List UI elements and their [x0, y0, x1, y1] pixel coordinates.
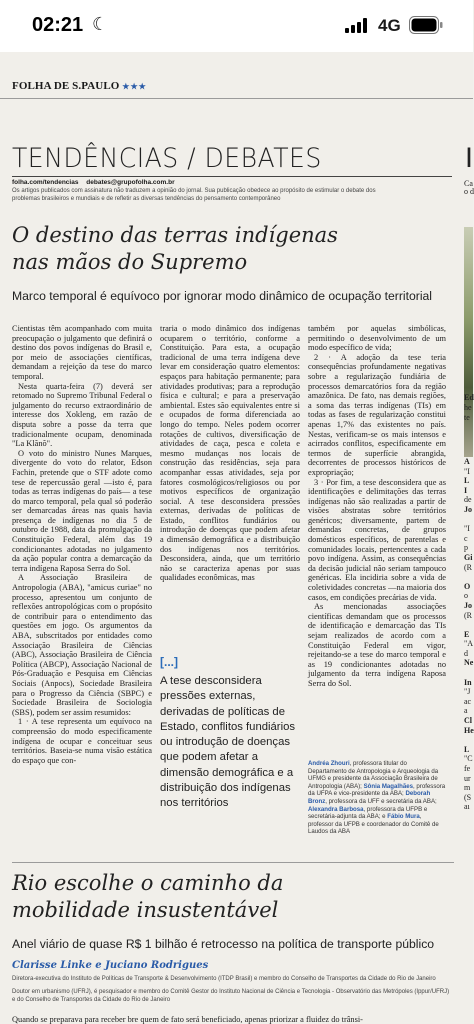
- edge-line: fe: [464, 764, 471, 773]
- pullquote-mark: [...]: [160, 655, 178, 669]
- paragraph: 3 · Por fim, a tese desconsidera que as identificações e delimitações das terras indígenas não são realizadas a partir de visões abstratas sobre territórios genéricos; diversamente, partem de demandas concretas, de grupos domésticos específicos, de parentelas e comunidades locais, pertencentes a cada povo indígena. Assim, as consequências da decisão judicial não seriam tampouco genéricas. Ela incidiria sobre a vida de coletividades concretas —na maioria dos casos, em condições precárias de vida.: [308, 477, 446, 602]
- masthead: [12, 80, 147, 92]
- section-title: TENDÊNCIAS / DEBATES: [12, 143, 322, 174]
- edge-line: Ne: [464, 658, 474, 668]
- article-deck-2: Anel viário de quase R$ 1 bilhão é retrocesso na política de transporte público: [12, 937, 435, 951]
- battery-icon: [409, 16, 443, 38]
- article-byline-2: Clarisse Linke e Juciano Rodrigues: [12, 960, 209, 971]
- article-headline: O destino das terras indígenas nas mãos do Supremo: [12, 223, 338, 274]
- edge-line: (R: [464, 562, 472, 572]
- edge-line: "I: [464, 524, 470, 534]
- edge-line: ur: [464, 773, 471, 783]
- author-name: Deborah Bronz: [308, 790, 431, 805]
- paragraph: As mencionadas associações científicas demandam que os processos de identificação e demarcação das TIs sejam realizados de acordo com a Constituição Federal em vigor, rejeitando-se a tese do marco temporal e as 19 condicionantes adotadas no julgamento da terra indígena Raposa Serra do Sol.: [308, 602, 446, 688]
- edge-line: O: [464, 581, 471, 591]
- section-email[interactable]: debates@grupofolha.com.br: [86, 179, 175, 186]
- section-title-fragment: I: [465, 143, 473, 174]
- section-links: [12, 179, 181, 186]
- article-column-1: [12, 324, 152, 862]
- section-disclaimer: Os artigos publicados com assinatura não traduzem a opinião do jornal. Sua publicação obedece ao propósito de estimular o debate dos problemas brasileiros e mundiais e de refletir as diversas tendências do pensamento contemporâneo: [12, 188, 376, 202]
- edge-line: de: [464, 495, 472, 505]
- author-credits: [308, 760, 446, 836]
- edge-line: d: [464, 648, 468, 658]
- author-bio: Diretora-executiva do Instituto de Políticas de Transporte & Desenvolvimento (ITDP Brasil) e membro do Conselho de Transportes da Cidade do Rio de Janeiro: [12, 976, 436, 982]
- section-link[interactable]: folha.com/tendencias: [12, 179, 79, 186]
- section-rule: [12, 176, 452, 177]
- status-bar: [0, 0, 473, 52]
- edge-line: (R: [464, 610, 472, 620]
- paragraph: também por aquelas simbólicas, permitindo o desenvolvimento de um modo específico de vida;: [308, 324, 446, 353]
- paragraph: Nesta quarta-feira (7) deverá ser retomado no Supremo Tribunal Federal o julgamento do recurso extraordinário de interesse dos Xokleng, em razão de disputa sobre a posse da terra que tradicionalmente ocupam, denominada "La Klãnõ".: [12, 381, 152, 449]
- signal-icon: [345, 18, 369, 37]
- edge-line: m: [464, 783, 471, 793]
- edge-line: [464, 668, 474, 678]
- edge-column: [464, 457, 474, 812]
- network-type: 4G: [378, 16, 401, 35]
- paragraph: traria o modo dinâmico dos indígenas ocuparem o território, conforme a Constituição. Para esta, a ocupação tradicional de uma terra indígena deve levar em consideração quatro elementos: espaços para habitação permanente; para atividades produtivas; para a reprodução física e cultural; e para a preservação ambiental. Estes são equivalentes entre si e ocupados de forma diferenciada ao longo do tempo. Neles podem ocorrer rotações de cultivos, diversificação de atividades de caça, pesca e coleta e mesmo mudanças nos locais de construção das residências, seja para acompanhar essas atividades, seja por fatores cosmológicos/religiosos ou por motivos específicos de organização social. A tese desconsidera pressões externas, derivadas de políticas de Estado, conflitos fundiários ou introdução de doenças que podem afetar a dimensão demográfica e a distribuição dos indígenas nos territórios. Desconsidera, ainda, que um território não se caracteriza apenas por suas qualidades econômicas, mas: [160, 324, 300, 583]
- author-bio: , professora da UFPA e vice-presidente da ABA;: [308, 782, 446, 798]
- edge-line: Jo: [464, 600, 472, 610]
- status-time: 02:21: [32, 14, 84, 36]
- edge-line: [464, 735, 474, 745]
- author-name: Sônia Magalhães: [363, 782, 414, 790]
- edge-line: Jo: [464, 504, 472, 514]
- edge-line: ac: [464, 696, 472, 706]
- edge-line: L: [464, 744, 470, 754]
- edge-line: "J: [464, 687, 471, 697]
- author-bio: Doutor em urbanismo (UFRJ), é pesquisador e membro do Comitê Gestor do Instituto Nacional de Ciência e Tecnologia - Observatório das Metrópoles (Ippur/UFRJ) e do Conselho de Transportes da Cidade do Rio de Janeiro: [12, 989, 450, 1003]
- edge-line: "A: [464, 639, 474, 649]
- pullquote: A tese desconsidera pressões externas, derivadas de políticas de Estado, conflitos fundiários ou introdução de doenças que podem afetar a dimensão demográfica e a distribuição dos indígenas nos territórios: [160, 675, 296, 810]
- masthead-rule: [0, 98, 473, 99]
- edge-line: A: [464, 457, 470, 466]
- edge-line: "C: [464, 754, 473, 764]
- article-headline-2: Rio escolhe o caminho da mobilidade insustentável: [12, 871, 284, 922]
- edge-line: aı: [464, 802, 470, 812]
- masthead-stars: ★★★: [122, 82, 147, 91]
- edge-line: Gi: [464, 552, 473, 562]
- edge-line: [464, 572, 474, 582]
- edge-line: I: [464, 485, 468, 495]
- author-name: Fábio Mura: [387, 813, 420, 821]
- edge-line: In: [464, 677, 472, 687]
- article-column-3: [308, 324, 446, 688]
- paragraph: O voto do ministro Nunes Marques, divergente do voto do relator, Edson Fachin, pretende que o STF adote como tese de repercussão geral —isto é, para todas as terras indígenas do país— a tese do marco temporal, pela qual só poderão ser demarcadas áreas nas quais havia presença de indígenas no dia 5 de outubro de 1988, data da promulgação da Constituição Federal, além das 19 condicionantes adotadas no julgamento da ação popular contra a demarcação da terra indígena Raposa Serra do Sol.: [12, 448, 152, 573]
- edge-line: He: [464, 725, 474, 735]
- author-name: Andréa Zhouri: [308, 760, 350, 767]
- edge-line: o: [464, 591, 468, 601]
- edge-line: [464, 620, 474, 630]
- edge-line: a: [464, 706, 468, 716]
- article-deck: Marco temporal é equívoco por ignorar modo dinâmico de ocupação territorial: [12, 289, 433, 303]
- paragraph: 2 · A adoção da tese teria consequências profundamente negativas sobre a regularização fundiária de processos demarcatórios fora da região amazônica. De fato, nas demais regiões, a soma das terras indígenas (TIs) em todas as fases de regularização constitui apenas 1,7% das existentes no país. Nestas, verificam-se os mais intensos e acirrados conflitos, especificamente em termos de superfície abrangida, decorrentes de processos históricos de expropriação;: [308, 352, 446, 477]
- author-bio: , professora da UFPB e secretária-adjunta da ABA; e: [308, 805, 428, 821]
- author-bio: , professora titular do Departamento de Antropologia e Arqueologia da UFMG e presidente da Associação Brasileira de Antropologia (ABA);: [308, 760, 439, 790]
- author-name: Alexandra Barbosa: [308, 805, 364, 813]
- paragraph: A Associação Brasileira de Antropologia (ABA), "amicus curiae" no processo, apresentou um conjunto de reflexões antropológicas com o propósito de contribuir para o entendimento das questões em jogo. Os argumentos da ABA, subscritados por entidades como Associação Brasileira de Ciências (ABC), Associação Brasileira de Ciência Política (ABCP), Associação Nacional de Pós-Graduação e Pesquisa em Ciências Sociais (Anpocs), Sociedade Brasileira para o Progresso da Ciência (SBPC) e Sociedade Brasileira de Sociologia (SBS), podem ser assim resumidos:: [12, 573, 152, 717]
- moon-icon: ☾: [92, 14, 109, 35]
- edge-line: E: [464, 629, 470, 639]
- article-column-2: [160, 324, 300, 664]
- masthead-name: FOLHA DE S.PAULO: [12, 80, 120, 92]
- author-bio: , professora da UFF e secretária da ABA;: [325, 797, 437, 805]
- newspaper-page[interactable]: [0, 52, 473, 1024]
- article-bios-2: [12, 975, 452, 1009]
- edge-line: Cl: [464, 716, 472, 726]
- edge-fragment: te: [464, 413, 470, 422]
- edge-line: c: [464, 533, 468, 543]
- edge-fragment: Ed: [464, 393, 474, 402]
- paragraph: Cientistas têm acompanhado com muita preocupação o julgamento que definirá o destino dos povos indígenas do Brasil e, por meio de associações científicas, demandam a rejeição da tese do marco temporal.: [12, 324, 152, 381]
- author-bio: , professor da UFPB e coordenador do Comitê de Laudos da ABA: [308, 813, 439, 836]
- paragraph: 1 · A tese representa um equívoco na compreensão do modo especificamente indígena de ocupar e conceituar seus territórios. Baseia-se numa visão estática do espaço que con-: [12, 717, 152, 765]
- edge-line: "I: [464, 466, 470, 476]
- edge-fragment-top: o d: [464, 187, 474, 196]
- edge-line: p: [464, 543, 468, 553]
- article-separator: [12, 862, 454, 863]
- edge-line: L: [464, 476, 470, 486]
- article-text-start: Quando se preparava para receber bre quem de fato será beneficiado, apenas priorizar a fluidez do trânsi-: [12, 1015, 363, 1024]
- edge-fragment: he: [464, 403, 472, 412]
- edge-fragment-top: Ca: [464, 179, 473, 188]
- edge-line: [464, 515, 474, 525]
- edge-line: (S: [464, 792, 472, 802]
